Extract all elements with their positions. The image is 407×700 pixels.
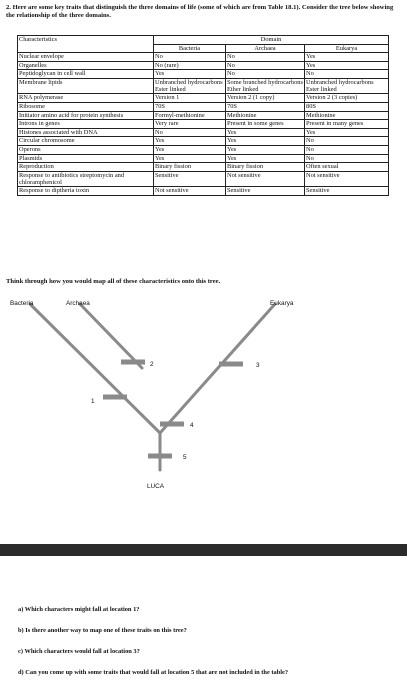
eukarya-cell: No: [305, 70, 389, 79]
bacteria-cell: Yes: [154, 70, 226, 79]
bacteria-cell: No: [154, 128, 226, 137]
question-d: d) Can you come up with some traits that would fall at location 5 that are not included in the table?: [18, 669, 289, 676]
bacteria-cell: No (rare): [154, 61, 226, 70]
archaea-cell: Some branched hydrocarbons Ether linked: [227, 78, 303, 94]
archaea-cell: Yes: [226, 128, 305, 137]
think-instruction: Think through how you would map all of these characteristics onto this tree.: [6, 278, 221, 285]
trait-name-cell: Response to diptheria toxin: [18, 187, 154, 196]
tip-label-archaea: Archaea: [66, 300, 90, 307]
table-row: [18, 128, 389, 137]
eukarya-cell: No: [305, 137, 389, 146]
eukarya-cell: Not sensitive: [305, 171, 389, 186]
trait-name-cell: Operons: [18, 145, 154, 154]
archaea-cell: Yes: [226, 137, 305, 146]
question-c: c) Which characters would fall at location 3?: [18, 648, 140, 655]
bacteria-cell: No: [154, 53, 226, 62]
eukarya-cell: 80S: [305, 102, 389, 111]
archaea-cell: No: [226, 70, 305, 79]
bacteria-cell: Binary fission: [154, 163, 226, 172]
archaea-cell: Sensitive: [226, 187, 305, 196]
bacteria-cell: 70S: [154, 102, 226, 111]
eukarya-cell: Yes: [305, 128, 389, 137]
table-row: [18, 137, 389, 146]
trait-name-cell: Plasmids: [18, 154, 154, 163]
location-label-4: 4: [190, 422, 194, 429]
trait-name-cell: Initiator amino acid for protein synthesis: [18, 111, 154, 120]
table-row: [18, 102, 389, 111]
eukarya-cell: Methionine: [305, 111, 389, 120]
eukarya-cell: Often sexual: [305, 163, 389, 172]
question-a: a) Which characters might fall at location 1?: [18, 606, 140, 613]
eukarya-cell: Sensitive: [305, 187, 389, 196]
table-row: [18, 94, 389, 103]
trait-name-cell: Peptidoglycan in cell wall: [18, 70, 154, 79]
archaea-cell: Not sensitive: [226, 171, 305, 186]
location-label-1: 1: [91, 398, 95, 405]
column-archaea: Archaea: [226, 44, 305, 53]
eukarya-cell: Present in many genes: [305, 120, 389, 129]
archaea-cell: Yes: [226, 145, 305, 154]
trait-name-cell: Membrane lipids: [18, 78, 154, 93]
trait-name-cell: Response to antibiotics streptomycin and chloramphenicol: [18, 171, 154, 186]
location-label-5: 5: [183, 454, 187, 461]
table-row: [18, 111, 389, 120]
eukarya-cell: No: [305, 145, 389, 154]
column-eukarya: Eukarya: [305, 44, 389, 53]
table-row: [18, 154, 389, 163]
table-row: [18, 120, 389, 129]
trait-name-cell: Organelles: [18, 61, 154, 70]
trait-name-cell: Ribosome: [18, 102, 154, 111]
archaea-cell: No: [226, 53, 305, 62]
bacteria-cell: Formyl-methionine: [154, 111, 226, 120]
phylogenetic-tree: [0, 290, 407, 540]
table-row: [18, 70, 389, 79]
characteristics-header: Characteristics: [18, 36, 154, 53]
archaea-cell: Methionine: [226, 111, 305, 120]
bacteria-cell: Yes: [154, 154, 226, 163]
archaea-cell: 70S: [226, 102, 305, 111]
table-row: [18, 78, 389, 93]
bacteria-cell: Yes: [154, 145, 226, 154]
trait-name-cell: RNA polymerase: [18, 94, 154, 103]
column-bacteria: Bacteria: [154, 44, 226, 53]
eukarya-cell: Yes: [305, 61, 389, 70]
trait-name-cell: Nuclear envelope: [18, 53, 154, 62]
question-intro: 2. Here are some key traits that distinguish the three domains of life (some of which are from Table 18.1). Consider the tree below showing the relationship of the three domains.: [6, 4, 394, 20]
section-divider: [0, 544, 407, 556]
eukarya-cell: No: [305, 154, 389, 163]
eukarya-cell: Version 2 (3 copies): [305, 94, 389, 103]
eukarya-cell: Yes: [305, 53, 389, 62]
archaea-cell: Binary fission: [226, 163, 305, 172]
traits-table: [17, 35, 389, 196]
table-row: [18, 163, 389, 172]
archaea-cell: Yes: [226, 154, 305, 163]
bacteria-cell: Sensitive: [154, 171, 226, 186]
domain-header: Domain: [154, 36, 389, 45]
location-label-2: 2: [150, 361, 154, 368]
trait-name-cell: Histones associated with DNA: [18, 128, 154, 137]
trait-name-cell: Introns in genes: [18, 120, 154, 129]
bacteria-cell: Not sensitive: [154, 187, 226, 196]
bacteria-cell: Version 1: [154, 94, 226, 103]
table-row: [18, 61, 389, 70]
bacteria-cell: Unbranched hydrocarbons Ester linked: [154, 78, 226, 93]
table-row: [18, 145, 389, 154]
archaea-cell: Present in some genes: [226, 120, 305, 129]
archaea-cell: Version 2 (1 copy): [226, 94, 305, 103]
root-label-luca: LUCA: [147, 483, 165, 490]
trait-name-cell: Circular chromosome: [18, 137, 154, 146]
question-b: b) Is there another way to map one of these traits on this tree?: [18, 627, 187, 634]
trait-name-cell: Reproduction: [18, 163, 154, 172]
location-label-3: 3: [256, 362, 260, 369]
table-row: [18, 187, 389, 196]
tip-label-eukarya: Eukarya: [270, 300, 294, 307]
tip-label-bacteria: Bacteria: [10, 300, 34, 307]
table-body: [18, 53, 389, 196]
branch-archaea: [80, 304, 142, 368]
bacteria-cell: Very rare: [154, 120, 226, 129]
eukarya-cell: Unbranched hydrocarbons Ester linked: [305, 78, 389, 93]
bacteria-cell: Yes: [154, 137, 226, 146]
table-row: [18, 53, 389, 62]
archaea-cell: No: [226, 61, 305, 70]
table-header-row: [18, 36, 389, 45]
table-row: [18, 171, 389, 186]
